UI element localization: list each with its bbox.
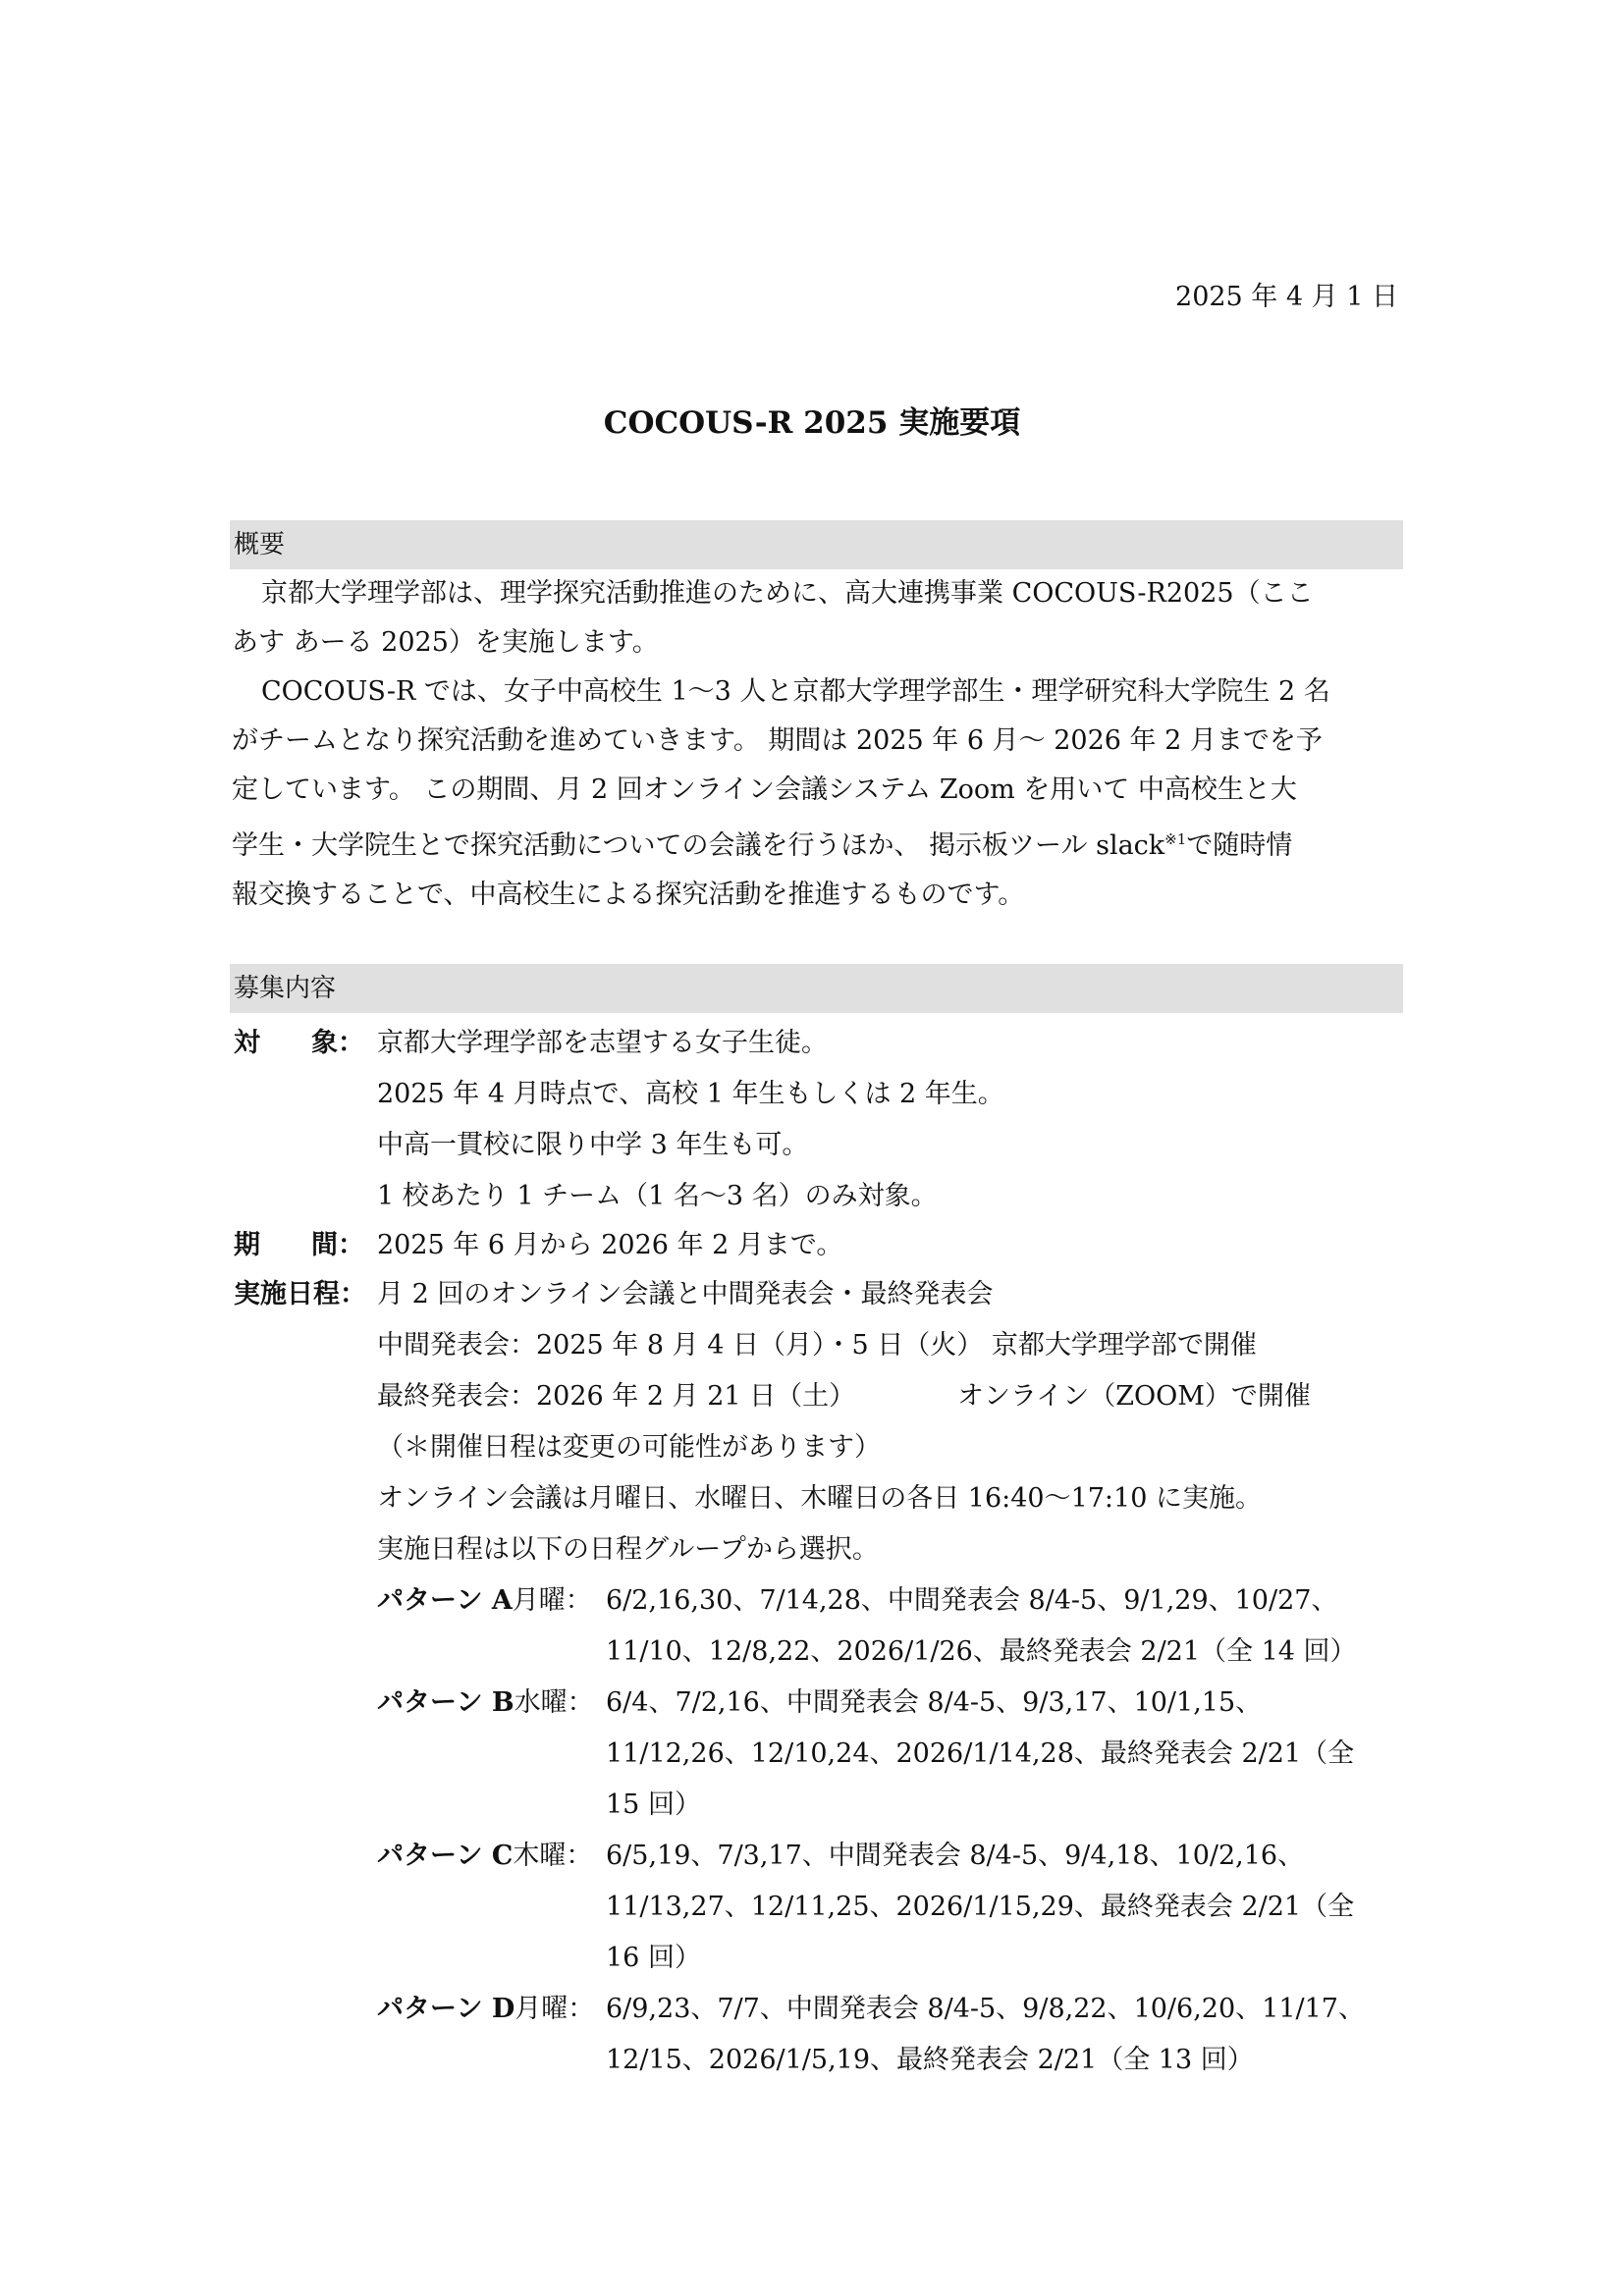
overview-paragraph-2	[232, 667, 1400, 920]
pattern-a-line: 6/2,16,30、7/14,28、中間発表会 8/4-5、9/1,29、10/27、	[606, 1585, 1338, 1616]
label-text: 実施日程	[234, 1279, 340, 1309]
pattern-day: 月曜：	[512, 1585, 592, 1616]
pattern-b-line: 15 回）	[606, 1789, 701, 1820]
text-line: COCOUS-R では、女子中高校生 1〜3 人と京都大学理学部生・理学研究科大学院生 2 名	[261, 676, 1330, 707]
text-line: 京都大学理学部は、理学探究活動推進のために、高大連携事業 COCOUS-R2025（ここ	[261, 578, 1314, 609]
schedule-line: 実施日程は以下の日程グループから選択。	[377, 1534, 879, 1565]
pattern-day: 水曜：	[514, 1687, 594, 1718]
text-line: がチームとなり探究活動を進めていきます。 期間は 2025 年 6 月〜 2026 年 2 月までを予	[232, 725, 1323, 756]
period-label	[234, 1223, 364, 1261]
pattern-c-line: 11/13,27、12/11,25、2026/1/15,29、最終発表会 2/21（全	[606, 1892, 1355, 1922]
text-segment: で随時情	[1186, 830, 1293, 861]
pattern-c-line: 16 回）	[606, 1943, 701, 1973]
footnote-mark: ※1	[1164, 830, 1187, 848]
overview-paragraph-1	[232, 569, 1400, 667]
schedule-line: オンライン会議は月曜日、水曜日、木曜日の各日 16:40〜17:10 に実施。	[377, 1483, 1262, 1514]
schedule-line: 最終発表会：2026 年 2 月 21 日（土）	[377, 1381, 856, 1412]
label-char: 期	[234, 1230, 260, 1260]
schedule-line: 中間発表会：2025 年 8 月 4 日（月）・5 日（火） 京都大学理学部で開催	[377, 1330, 1257, 1361]
pattern-b-line: 6/4、7/2,16、中間発表会 8/4-5、9/3,17、10/1,15、	[606, 1687, 1263, 1718]
text-segment: 学生・大学院生とで探究活動についての会議を行うほか、 掲示板ツール slack	[232, 830, 1165, 861]
target-line: 中高一貫校に限り中学 3 年生も可。	[377, 1130, 809, 1160]
pattern-day: 木曜：	[513, 1841, 593, 1871]
pattern-a-label	[377, 1578, 592, 1617]
pattern-a-line: 11/10、12/8,22、2026/1/26、最終発表会 2/21（全 14 回）	[606, 1636, 1357, 1667]
text-line: 定しています。 この期間、月 2 回オンライン会議システム Zoom を用いて 中高校生と大	[232, 774, 1297, 805]
label-char: 間	[311, 1230, 338, 1260]
section-heading-recruit: 募集内容	[230, 964, 1403, 1013]
pattern-d-line: 6/9,23、7/7、中間発表会 8/4-5、9/8,22、10/6,20、11/17、	[606, 1994, 1365, 2024]
schedule-line: （＊開催日程は変更の可能性があります）	[377, 1432, 881, 1463]
label-colon: ：	[338, 1230, 364, 1260]
pattern-name: パターン B	[377, 1687, 514, 1718]
target-line: 1 校あたり 1 チーム（1 名〜3 名）のみ対象。	[377, 1181, 938, 1211]
label-char: 象	[311, 1028, 338, 1058]
section-heading-overview: 概要	[230, 520, 1403, 569]
pattern-name: パターン D	[377, 1994, 515, 2024]
pattern-name: パターン C	[377, 1841, 514, 1871]
document-date: 2025 年 4 月 1 日	[1175, 282, 1398, 312]
label-colon: ：	[338, 1028, 364, 1058]
pattern-b-label	[377, 1681, 594, 1719]
document-title: COCOUS-R 2025 実施要項	[603, 405, 1021, 441]
target-line: 京都大学理学部を志望する女子生徒。	[377, 1028, 828, 1058]
schedule-line: 月 2 回のオンライン会議と中間発表会・最終発表会	[377, 1279, 994, 1309]
pattern-day: 月曜：	[514, 1994, 595, 2024]
text-line: あす あーる 2025）を実施します。	[232, 627, 659, 658]
pattern-c-line: 6/5,19、7/3,17、中間発表会 8/4-5、9/4,18、10/2,16、	[606, 1841, 1305, 1871]
label-colon: ：	[340, 1279, 366, 1309]
text-line-with-footnote	[232, 815, 1400, 871]
pattern-b-line: 11/12,26、12/10,24、2026/1/14,28、最終発表会 2/21（全	[606, 1738, 1355, 1769]
target-label	[234, 1021, 364, 1059]
pattern-d-label	[377, 1987, 594, 2025]
period-value: 2025 年 6 月から 2026 年 2 月まで。	[377, 1230, 843, 1260]
target-line: 2025 年 4 月時点で、高校 1 年生もしくは 2 年生。	[377, 1079, 1004, 1109]
pattern-c-label	[377, 1834, 592, 1872]
schedule-label	[234, 1272, 366, 1310]
pattern-d-line: 12/15、2026/1/5,19、最終発表会 2/21（全 13 回）	[606, 2045, 1254, 2075]
pattern-name: パターン A	[377, 1585, 513, 1616]
text-line: 報交換することで、中高校生による探究活動を推進するものです。	[232, 880, 1025, 910]
schedule-final-online: オンライン（ZOOM）で開催	[957, 1381, 1311, 1412]
label-char: 対	[234, 1028, 260, 1058]
